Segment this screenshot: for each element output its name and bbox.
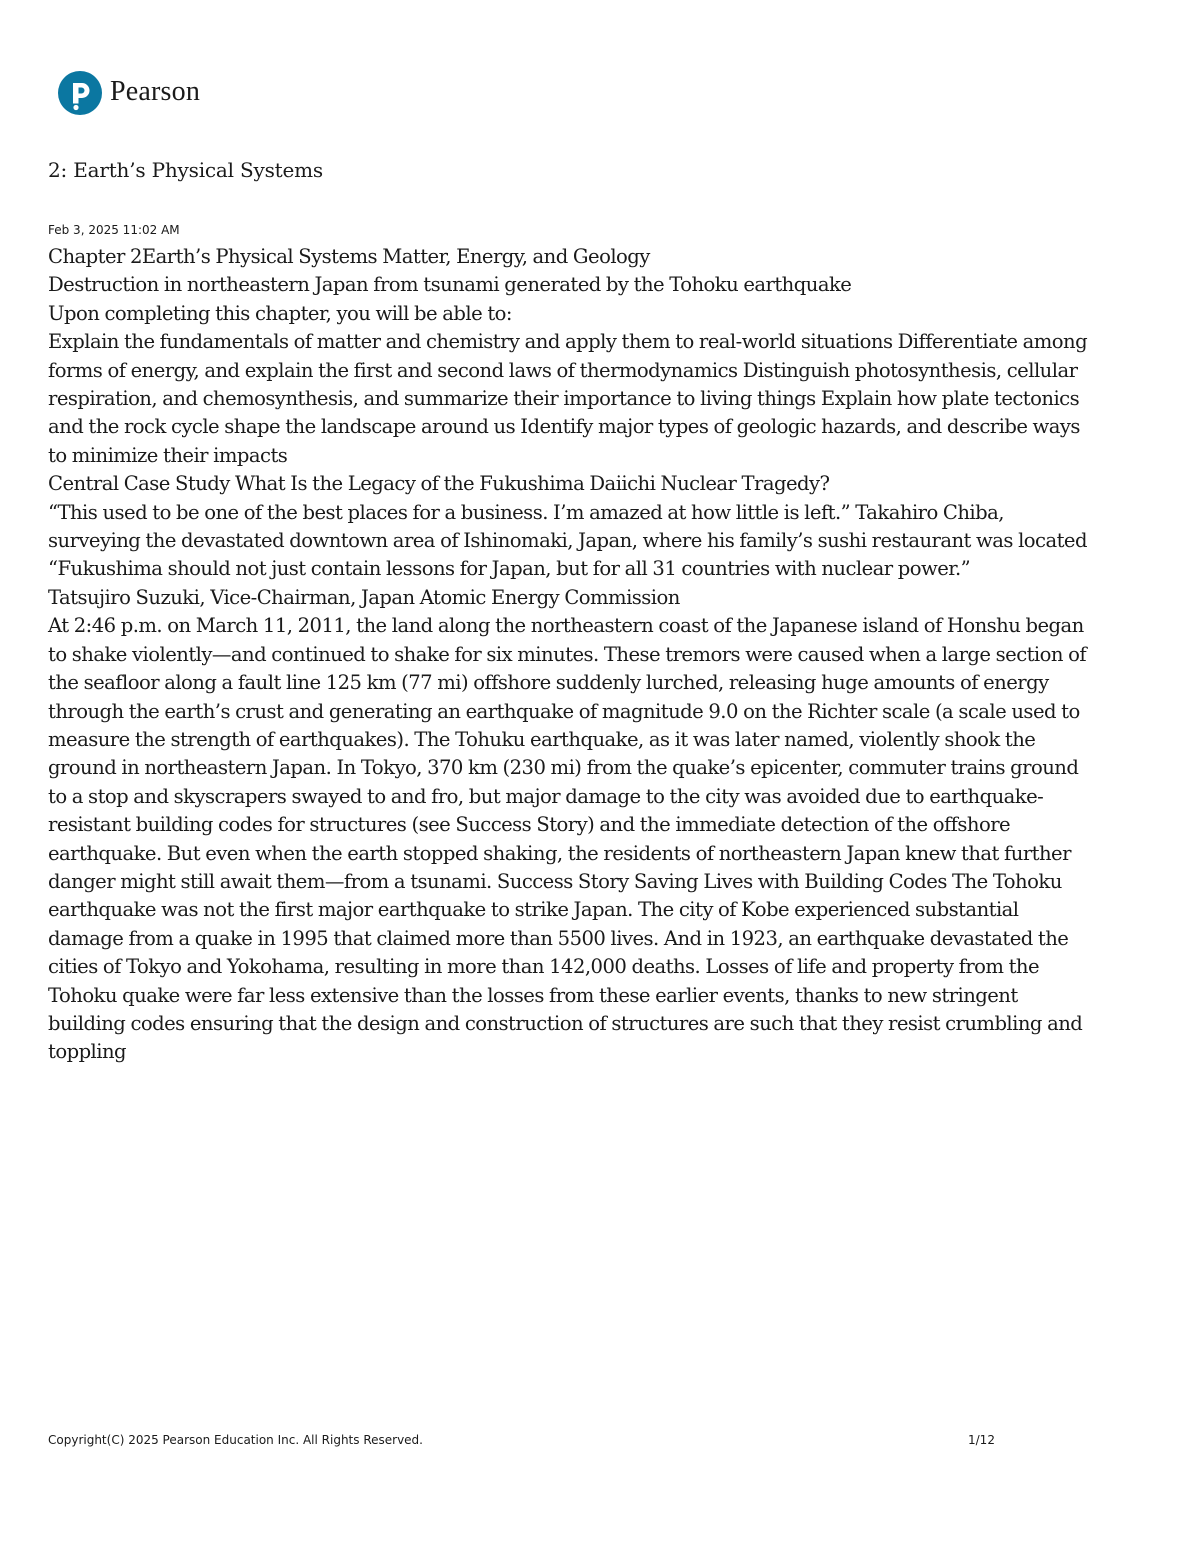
brand-name: Pearson [110, 76, 201, 107]
quote-suzuki: “Fukushima should not just contain lessons for Japan, but for all 31 countries with nuclear power.” [48, 557, 971, 581]
body-paragraph: At 2:46 p.m. on March 11, 2011, the land along the northeastern coast of the Japanese island of Honshu began to shake violently—and continued to shake for six minutes. These tremors were caused when a large section of the seafloor along a fault line 125 km (77 mi) offshore suddenly lurched, releasing huge amounts of energy through the earth’s crust and generating an earthquake of magnitude 9.0 on the Richter scale (a scale used to measure the strength of earthquakes). The Tohuku earthquake, as it was later named, violently shook the ground in northeastern Japan. In Tokyo, 370 km (230 mi) from the quake’s epicenter, commuter trains ground to a stop and skyscrapers swayed to and fro, but major damage to the city was avoided due to earthquake-resistant building codes for structures (see Success Story) and the immediate detection of the offshore earthquake. But even when the earth stopped shaking, the residents of northeastern Japan knew that further danger might still await them—from a tsunami. Success Story Saving Lives with Building Codes The Tohoku earthquake was not the first major earthquake to strike Japan. The city of Kobe experienced substantial damage from a quake in 1995 that claimed more than 5500 lives. And in 1923, an earthquake devastated the cities of Tokyo and Yokohama, resulting in more than 142,000 deaths. Losses of life and property from the Tohoku quake were far less extensive than the losses from these earlier events, thanks to new stringent building codes ensuring that the design and construction of structures are such that they resist crumbling and toppling [48, 614, 1087, 1064]
case-study-heading: Central Case Study What Is the Legacy of the Fukushima Daiichi Nuclear Tragedy? [48, 472, 830, 496]
pearson-logo [58, 71, 200, 115]
objectives-intro: Upon completing this chapter, you will be able to: [48, 301, 512, 325]
learning-objectives: Explain the fundamentals of matter and chemistry and apply them to real-world situations Differentiate among forms of energy, and explain the first and second laws of thermodynamics Distinguish photosynthesis, cellular respiration, and chemosynthesis, and summarize their importance to living things Explain how plate tectonics and the rock cycle shape the landscape around us Identify major types of geologic hazards, and describe ways to minimize their impacts [48, 330, 1088, 467]
page-number: 1/12 [968, 1433, 995, 1447]
image-caption: Destruction in northeastern Japan from tsunami generated by the Tohoku earthquake [48, 273, 852, 297]
document-body [48, 243, 1098, 1067]
pearson-p-icon [58, 71, 102, 115]
quote-attribution: Tatsujiro Suzuki, Vice-Chairman, Japan Atomic Energy Commission [48, 585, 680, 609]
timestamp: Feb 3, 2025 11:02 AM [48, 223, 180, 237]
quote-chiba: “This used to be one of the best places for a business. I’m amazed at how little is left.” Takahiro Chiba, surveying the devastated downtown area of Ishinomaki, Japan, where his family’s sushi restaurant was located [48, 500, 1087, 553]
page-title: 2: Earth’s Physical Systems [48, 158, 323, 182]
copyright-notice: Copyright(C) 2025 Pearson Education Inc. All Rights Reserved. [48, 1433, 423, 1447]
chapter-heading: Chapter 2Earth’s Physical Systems Matter, Energy, and Geology [48, 245, 650, 268]
